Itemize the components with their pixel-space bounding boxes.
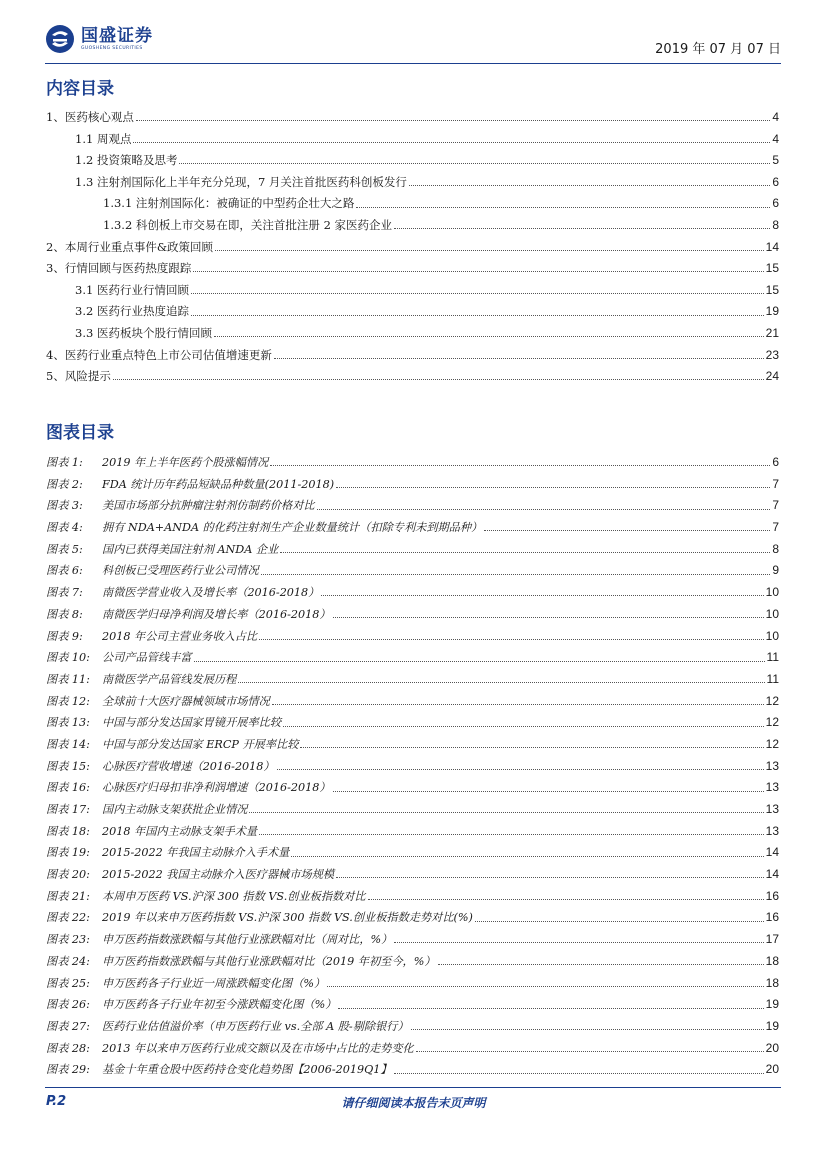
toc-entry-page: 19 — [765, 304, 779, 319]
dot-leader — [259, 834, 764, 835]
dot-leader — [338, 1008, 763, 1009]
figure-entry-page: 13 — [765, 802, 779, 816]
figure-entry-title: 全球前十大医疗器械领域市场情况 — [102, 694, 270, 708]
toc-entry-page: 21 — [765, 325, 779, 340]
toc-entry[interactable] — [46, 366, 779, 388]
dot-leader — [336, 487, 770, 488]
figure-entry[interactable] — [46, 1016, 779, 1038]
figure-entry-number: 图表 7: — [46, 586, 83, 600]
toc-entry[interactable] — [46, 107, 779, 129]
figure-entry-number: 图表 16: — [46, 781, 90, 795]
figure-entry-title: FDA 统计历年药品短缺品种数量(2011-2018) — [102, 477, 335, 491]
figure-entry-page: 10 — [765, 628, 779, 643]
figure-entry[interactable] — [46, 886, 779, 908]
dot-leader — [300, 747, 763, 748]
figure-entry[interactable] — [46, 777, 779, 799]
figure-entry-page: 9 — [772, 563, 779, 578]
dot-leader — [416, 1051, 764, 1052]
figure-entry-title: 公司产品管线丰富 — [102, 651, 192, 665]
figure-entry[interactable] — [46, 907, 779, 929]
dot-leader — [214, 336, 764, 337]
figure-entry[interactable] — [46, 994, 779, 1016]
figure-entry-number: 图表 9: — [46, 629, 83, 643]
figure-entry-title: 南微医学归母净利润及增长率（2016-2018） — [102, 607, 331, 621]
dot-leader — [274, 358, 764, 359]
figure-entry-number: 图表 1: — [46, 456, 83, 469]
figure-entry[interactable] — [46, 560, 779, 582]
figure-entry[interactable] — [46, 973, 779, 995]
toc-entry[interactable] — [46, 237, 779, 259]
figure-entry-page: 10 — [765, 606, 779, 621]
toc-list — [46, 107, 779, 388]
figure-entry[interactable] — [46, 539, 779, 561]
figure-list-title: 图表目录 — [46, 423, 114, 443]
figure-entry-number: 图表 4: — [46, 521, 83, 535]
figure-entry-number: 图表 26: — [46, 998, 90, 1012]
toc-entry-label: 2、本周行业重点事件&政策回顾 — [46, 239, 214, 254]
toc-entry-label: 1.3.2 科创板上市交易在即，关注首批注册 2 家医药企业 — [103, 217, 393, 232]
toc-entry-label: 1、医药核心观点 — [46, 110, 134, 124]
toc-entry-page: 6 — [772, 196, 779, 211]
dot-leader — [438, 964, 764, 965]
dot-leader — [394, 1073, 764, 1074]
dot-leader — [136, 120, 770, 121]
figure-entry-title: 国内主动脉支架获批企业情况 — [102, 803, 248, 816]
dot-leader — [409, 185, 770, 186]
figure-entry-page: 7 — [772, 476, 779, 491]
figure-entry-page: 13 — [765, 823, 779, 838]
figure-entry-title: 申万医药指数涨跌幅与其他行业涨跌幅对比（2019 年初至今，%） — [102, 954, 436, 968]
toc-entry[interactable] — [46, 193, 779, 215]
dot-leader — [356, 207, 770, 208]
figure-entry-title: 2015-2022 年我国主动脉介入手术量 — [102, 846, 290, 860]
figure-entry-page: 20 — [765, 1040, 779, 1055]
toc-entry-label: 3、行情回顾与医药热度跟踪 — [46, 261, 192, 276]
figure-entry-title: 中国与部分发达国家 ERCP 开展率比较 — [102, 737, 299, 751]
toc-entry-label: 5、风险提示 — [46, 369, 111, 384]
figure-entry-title: 2015-2022 我国主动脉介入医疗器械市场规模 — [102, 868, 335, 882]
dot-leader — [259, 639, 764, 640]
dot-leader — [484, 530, 770, 531]
toc-entry-label: 1.3.1 注射剂国际化：被确证的中型药企壮大之路 — [103, 196, 355, 211]
figure-entry-title: 国内已获得美国注射剂 ANDA 企业 — [102, 542, 279, 556]
figure-entry-number: 图表 23: — [46, 933, 90, 947]
toc-entry-label: 1.3 注射剂国际化上半年充分兑现，7 月关注首批医药科创板发行 — [75, 174, 407, 189]
figure-entry-title: 心脉医疗营收增速（2016-2018） — [102, 759, 275, 773]
toc-entry-page: 8 — [772, 217, 779, 232]
figure-entry-number: 图表 28: — [46, 1041, 90, 1055]
figure-entry[interactable] — [46, 691, 779, 713]
dot-leader — [277, 769, 764, 770]
toc-entry[interactable] — [46, 301, 779, 323]
figure-entry-number: 图表 15: — [46, 759, 90, 773]
figure-entry-number: 图表 8: — [46, 607, 83, 621]
dot-leader — [191, 315, 764, 316]
dot-leader — [411, 1029, 764, 1030]
brand-name-en: GUOSHENG SECURITIES — [81, 45, 143, 51]
dot-leader — [333, 791, 764, 792]
dot-leader — [113, 379, 764, 380]
figure-entry-number: 图表 27: — [46, 1019, 90, 1033]
toc-entry-page: 4 — [772, 110, 779, 124]
figure-entry-number: 图表 12: — [46, 694, 90, 708]
figure-entry-title: 本周申万医药 VS.沪深 300 指数 VS.创业板指数对比 — [102, 889, 366, 903]
figure-entry-page: 13 — [765, 780, 779, 795]
figure-entry[interactable] — [46, 517, 779, 539]
page-number: P.2 — [46, 1094, 67, 1109]
figure-entry-title: 2019 年以来申万医药指数 VS.沪深 300 指数 VS.创业板指数走势对比(%) — [102, 911, 473, 925]
figure-entry-number: 图表 29: — [46, 1063, 90, 1077]
figure-entry-page: 12 — [765, 736, 779, 751]
guosheng-logo-icon — [45, 24, 75, 54]
header-divider — [45, 63, 781, 64]
toc-entry[interactable] — [46, 323, 779, 345]
figure-entry[interactable] — [46, 626, 779, 648]
figure-entry[interactable] — [46, 452, 779, 474]
figure-entry-page: 7 — [772, 498, 779, 513]
dot-leader — [191, 293, 764, 294]
figure-entry-title: 中国与部分发达国家胃镜开展率比较 — [102, 716, 282, 730]
figure-entry-number: 图表 20: — [46, 868, 90, 882]
figure-entry-page: 11 — [766, 650, 779, 665]
figure-entry-page: 16 — [765, 888, 779, 903]
toc-entry-page: 6 — [772, 174, 779, 189]
toc-entry[interactable] — [46, 150, 779, 172]
figure-entry-title: 拥有 NDA+ANDA 的化药注射剂生产企业数量统计（扣除专利未到期品种） — [102, 521, 483, 535]
dot-leader — [280, 552, 770, 553]
figure-entry[interactable] — [46, 842, 779, 864]
figure-entry[interactable] — [46, 756, 779, 778]
figure-entry-title: 基金十年重仓股中医药持仓变化趋势图【2006-2019Q1】 — [102, 1063, 392, 1077]
figure-entry-title: 申万医药各子行业年初至今涨跌幅变化图（%） — [102, 998, 337, 1012]
dot-leader — [327, 986, 763, 987]
figure-entry[interactable] — [46, 669, 779, 691]
figure-entry-number: 图表 5: — [46, 542, 83, 556]
figure-entry-title: 2018 年公司主营业务收入占比 — [102, 629, 258, 643]
figure-entry-title: 南微医学营业收入及增长率（2016-2018） — [102, 586, 320, 600]
figure-entry-number: 图表 18: — [46, 824, 90, 838]
dot-leader — [475, 921, 764, 922]
figure-entry-number: 图表 11: — [46, 672, 90, 686]
figure-entry-page: 18 — [765, 975, 779, 990]
toc-entry-page: 5 — [772, 153, 779, 168]
dot-leader — [283, 726, 764, 727]
dot-leader — [238, 682, 764, 683]
figure-entry-title: 心脉医疗归母扣非净利润增速（2016-2018） — [102, 781, 331, 795]
figure-entry-page: 18 — [765, 953, 779, 968]
figure-entry-number: 图表 22: — [46, 911, 90, 925]
figure-entry-title: 2019 年上半年医药个股涨幅情况 — [102, 456, 269, 469]
figure-entry[interactable] — [46, 474, 779, 496]
toc-entry[interactable] — [46, 280, 779, 302]
figure-entry-page: 19 — [765, 1018, 779, 1033]
dot-leader — [394, 942, 763, 943]
figure-entry[interactable] — [46, 712, 779, 734]
figure-entry-number: 图表 10: — [46, 651, 90, 665]
figure-entry-page: 14 — [765, 845, 779, 860]
page-header — [45, 22, 781, 62]
figure-entry-title: 2018 年国内主动脉支架手术量 — [102, 824, 258, 838]
figure-entry-title: 美国市场部分抗肿瘤注射剂仿制药价格对比 — [102, 499, 315, 513]
dot-leader — [133, 142, 770, 143]
figure-entry[interactable] — [46, 1038, 779, 1060]
figure-entry[interactable] — [46, 821, 779, 843]
toc-entry-label: 3.2 医药行业热度追踪 — [75, 304, 189, 319]
figure-entry[interactable] — [46, 1059, 779, 1081]
figure-entry[interactable] — [46, 647, 779, 669]
toc-title: 内容目录 — [46, 79, 114, 99]
figure-entry-number: 图表 17: — [46, 803, 90, 816]
figure-list — [46, 452, 779, 1081]
figure-entry-page: 6 — [772, 455, 779, 469]
figure-entry-number: 图表 6: — [46, 564, 83, 578]
toc-entry-label: 3.3 医药板块个股行情回顾 — [75, 325, 212, 340]
figure-entry-number: 图表 21: — [46, 889, 90, 903]
figure-entry-page: 16 — [765, 910, 779, 925]
toc-entry[interactable] — [46, 129, 779, 151]
dot-leader — [321, 595, 763, 596]
dot-leader — [193, 271, 763, 272]
figure-entry-page: 12 — [765, 693, 779, 708]
dot-leader — [291, 856, 763, 857]
figure-entry-page: 10 — [765, 585, 779, 600]
figure-entry-title: 南微医学产品管线发展历程 — [102, 672, 237, 686]
figure-entry-number: 图表 19: — [46, 846, 90, 860]
figure-entry-title: 医药行业估值溢价率（申万医药行业 vs.全部 A 股-剔除银行） — [102, 1019, 409, 1033]
figure-entry-number: 图表 13: — [46, 716, 90, 730]
figure-entry[interactable] — [46, 604, 779, 626]
figure-entry-number: 图表 14: — [46, 737, 90, 751]
figure-entry-title: 科创板已受理医药行业公司情况 — [102, 564, 259, 578]
toc-entry-page: 24 — [765, 369, 779, 384]
figure-entry-page: 13 — [765, 758, 779, 773]
dot-leader — [215, 250, 764, 251]
toc-entry-label: 1.1 周观点 — [75, 131, 132, 146]
footer-disclaimer: 请仔细阅读本报告末页声明 — [341, 1096, 486, 1110]
brand-name-cn: 国盛证券 — [81, 25, 153, 46]
figure-entry[interactable] — [46, 929, 779, 951]
dot-leader — [261, 574, 771, 575]
figure-entry-title: 2013 年以来申万医药行业成交额以及在市场中占比的走势变化 — [102, 1041, 414, 1055]
toc-entry[interactable] — [46, 345, 779, 367]
figure-entry-page: 17 — [765, 932, 779, 947]
figure-entry-page: 20 — [765, 1062, 779, 1077]
toc-entry-label: 4、医药行业重点特色上市公司估值增速更新 — [46, 347, 272, 362]
toc-entry-page: 23 — [765, 347, 779, 362]
footer-divider — [45, 1087, 781, 1088]
figure-entry-page: 12 — [765, 715, 779, 730]
dot-leader — [270, 465, 770, 466]
toc-entry-page: 4 — [772, 131, 779, 146]
dot-leader — [179, 163, 770, 164]
figure-entry-page: 11 — [766, 671, 779, 686]
figure-entry[interactable] — [46, 495, 779, 517]
toc-entry-label: 3.1 医药行业行情回顾 — [75, 282, 189, 297]
brand-logo — [45, 24, 153, 54]
figure-entry[interactable] — [46, 864, 779, 886]
dot-leader — [249, 812, 763, 813]
dot-leader — [336, 877, 764, 878]
toc-entry-page: 14 — [765, 239, 779, 254]
toc-entry-label: 1.2 投资策略及思考 — [75, 153, 178, 168]
figure-entry[interactable] — [46, 582, 779, 604]
figure-entry[interactable] — [46, 734, 779, 756]
figure-entry-page: 7 — [772, 520, 779, 535]
figure-entry[interactable] — [46, 799, 779, 821]
figure-entry-number: 图表 24: — [46, 954, 90, 968]
toc-entry[interactable] — [46, 172, 779, 194]
toc-entry-page: 15 — [765, 261, 779, 276]
dot-leader — [194, 661, 765, 662]
figure-entry-number: 图表 25: — [46, 976, 90, 990]
toc-entry[interactable] — [46, 215, 779, 237]
figure-entry-title: 申万医药指数涨跌幅与其他行业涨跌幅对比（周对比，%） — [102, 933, 393, 947]
toc-entry-page: 15 — [765, 282, 779, 297]
dot-leader — [317, 509, 771, 510]
figure-entry-number: 图表 2: — [46, 477, 83, 491]
figure-entry-page: 14 — [765, 867, 779, 882]
dot-leader — [333, 617, 764, 618]
report-date: 2019 年 07 月 07 日 — [655, 42, 781, 57]
figure-entry-page: 19 — [765, 997, 779, 1012]
dot-leader — [272, 704, 764, 705]
dot-leader — [394, 228, 770, 229]
figure-entry[interactable] — [46, 951, 779, 973]
figure-entry-number: 图表 3: — [46, 499, 83, 513]
toc-entry[interactable] — [46, 258, 779, 280]
dot-leader — [368, 899, 764, 900]
figure-entry-page: 8 — [772, 541, 779, 556]
figure-entry-title: 申万医药各子行业近一周涨跌幅变化图（%） — [102, 976, 326, 990]
